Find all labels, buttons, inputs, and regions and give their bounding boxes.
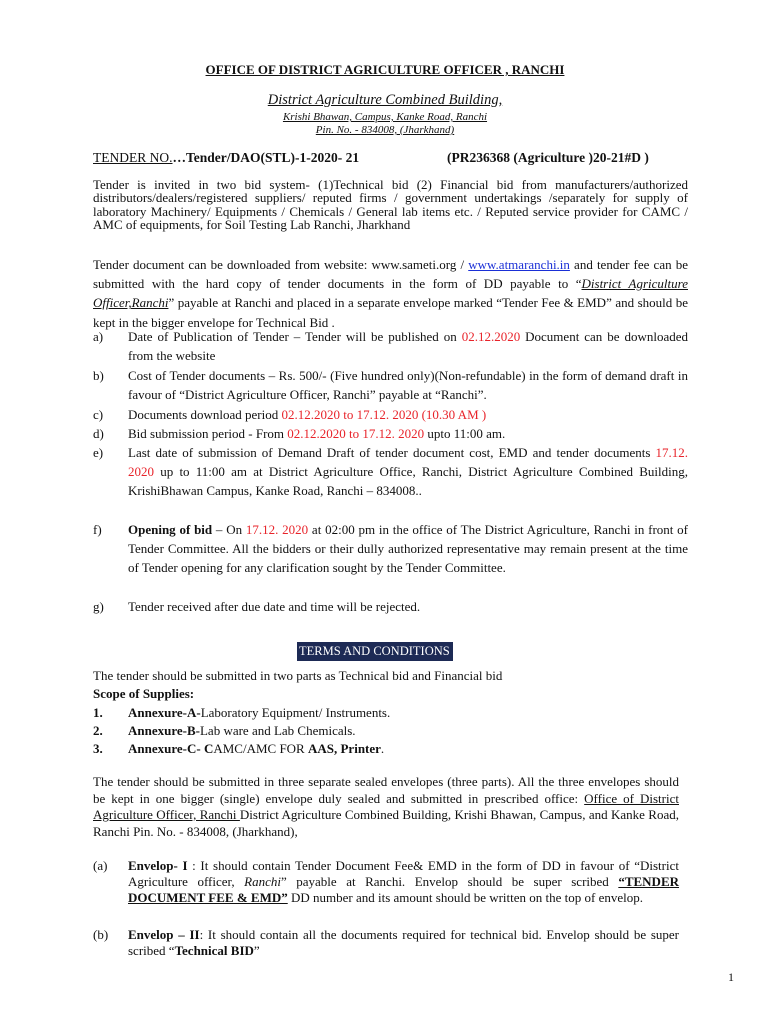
download-suffix: and tender fee can be submitted with the hard copy of tender documents in the form of DD payable to “: [93, 257, 688, 292]
envelope-item: (a) Envelop- I : It should contain Tender Document Fee& EMD in the form of DD in favour of “District Agriculture officer, Ranchi” payable at Ranchi. Envelop should be super scribed “TENDER DOCUMENT FEE & EMD” DD number and its amount should be written on the top of envelop.: [93, 858, 680, 906]
list-item: b) Cost of Tender documents – Rs. 500/- (Five hundred only)(Non-refundable) in the form of demand draft in favour of “District Agriculture Officer, Ranchi” payable at “Ranchi”.: [93, 368, 688, 403]
envelopes-paragraph: The tender should be submitted in three separate sealed envelopes (three parts). All the three envelopes should be kept in one bigger (single) envelope duly sealed and submitted in prescribed office: Office of District Agriculture Officer, Ranchi District Agriculture Combined Building, Krishi Bhawan, Campus, and Kanke Road, Ranchi Pin. No. - 834008, (Jharkhand),: [93, 774, 679, 839]
publication-date: 02.12.2020: [461, 329, 521, 344]
annexure-item: 1. Annexure-A-Laboratory Equipment/ Instruments.: [93, 705, 391, 720]
payee-name: District Agriculture Officer,Ranchi: [93, 276, 688, 311]
submission-period: 02.12.2020 to 17.12. 2020: [287, 426, 425, 441]
two-parts-text: The tender should be submitted in two parts as Technical bid and Financial bid: [93, 668, 503, 683]
list-item: f) Opening of bid – On 17.12. 2020 at 02:00 pm in the office of The District Agriculture, Ranchi in front of Tender Committee. All the bidders or their dully authorized representative may remain present at the time of Tender opening for any clarification sought by the Tender Committee.: [93, 522, 689, 576]
address-line-1: Krishi Bhawan, Campus, Kanke Road, Ranchi: [282, 111, 488, 123]
terms-heading: TERMS AND CONDITIONS: [297, 642, 453, 661]
tender-number-label: TENDER NO.: [93, 150, 173, 165]
opening-date: 17.12. 2020: [245, 522, 309, 537]
annexure-item: 3. Annexure-C- CAMC/AMC FOR AAS, Printer.: [93, 741, 385, 756]
office-title: OFFICE OF DISTRICT AGRICULTURE OFFICER , RANCHI: [205, 62, 565, 77]
list-item: e) Last date of submission of Demand Draft of tender document cost, EMD and tender documents 17.12. 2020 up to 11:00 am at District Agriculture Office, Ranchi, District Agriculture Combined Building, KrishiBhawan Campus, Kanke Road, Ranchi – 834008..: [93, 445, 688, 499]
tender-number-value: …Tender/DAO(STL)-1-2020- 21: [172, 150, 360, 165]
envelope-item: (b) Envelop – II: It should contain all the documents required for technical bid. Envelop should be super scribed “Technical BID”: [93, 927, 679, 959]
list-item: g) Tender received after due date and time will be rejected.: [93, 599, 421, 614]
atmaranchi-link[interactable]: www.atmaranchi.in: [468, 257, 570, 272]
page-number: 1: [728, 970, 734, 984]
tender-pr-reference: (PR236368 (Agriculture )20-21#D ): [447, 150, 649, 165]
annexure-item: 2. Annexure-B-Lab ware and Lab Chemicals.: [93, 723, 356, 738]
intro-paragraph: Tender is invited in two bid system- (1)Technical bid (2) Financial bid from manufacturers/authorized distributors/dealers/registered suppliers/ reputed firms / government undertakings /separately for supply of laboratory Machinery/ Equipments / Chemicals / General lab items etc. / Reputed service provider for CAMC / AMC of equipments, for Soil Testing Lab Ranchi, Jharkhand: [93, 177, 688, 233]
tender-number: [93, 150, 359, 166]
address-line-2: Pin. No. - 834008, (Jharkhand): [315, 124, 455, 136]
download-paragraph: [93, 255, 688, 332]
list-item: c) Documents download period 02.12.2020 to 17.12. 2020 (10.30 AM ): [93, 407, 487, 422]
list-item: d) Bid submission period - From 02.12.2020 to 17.12. 2020 upto 11:00 am.: [93, 426, 506, 441]
prescribed-office: Office of District Agriculture Officer, Ranchi: [93, 790, 679, 823]
download-period: 02.12.2020 to 17.12. 2020 (10.30 AM ): [281, 407, 487, 422]
scope-label: Scope of Supplies:: [93, 686, 195, 701]
building-name: District Agriculture Combined Building,: [267, 92, 503, 108]
last-date: 17.12. 2020: [128, 445, 688, 480]
download-prefix: Tender document can be downloaded from website: www.sameti.org /: [93, 257, 469, 272]
list-item: a) Date of Publication of Tender – Tender will be published on 02.12.2020 Document can be downloaded from the website: [93, 329, 688, 364]
download-end: ” payable at Ranchi and placed in a separate envelope marked “Tender Fee & EMD” and should be kept in the bigger envelope for Technical Bid .: [93, 295, 688, 330]
